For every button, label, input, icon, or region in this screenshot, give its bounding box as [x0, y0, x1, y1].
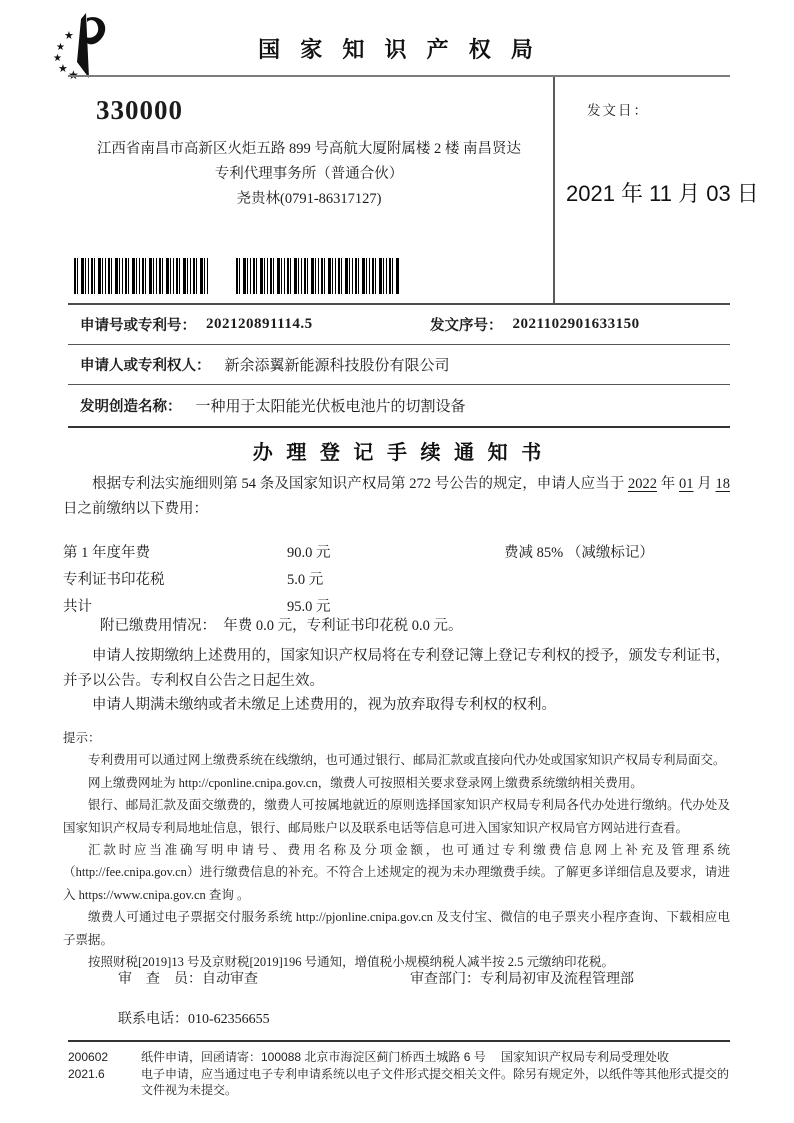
invention-title-label: 发明创造名称：	[80, 399, 182, 415]
fee-row-annual	[63, 541, 730, 568]
fee-row-stamp-tax	[63, 568, 730, 595]
fee-amount: 5.0 元	[287, 572, 324, 588]
dispatch-date: 2021 年 11 月 03 日	[566, 181, 759, 206]
recipient-contact: 尧贵林(0791-86317127)	[236, 191, 382, 207]
application-number: 202120891114.5	[206, 316, 313, 332]
tip-item: 缴费人可通过电子票据交付服务系统 http://pjonline.cnipa.gov.cn 及支付宝、微信的电子票夹小程序查询、下载相应电子票据。	[63, 910, 730, 947]
intro-sep: 年	[657, 476, 680, 492]
fee-amount: 95.0 元	[287, 599, 331, 615]
application-number-label: 申请号或专利号：	[80, 318, 196, 334]
department-label: 审查部门：	[410, 972, 480, 987]
org-title: 国 家 知 识 产 权 局	[258, 37, 540, 62]
review-section	[118, 968, 730, 1028]
paid-fees-note: 附已缴费用情况： 年费 0.0 元，专利证书印花税 0.0 元。	[100, 618, 463, 634]
footer-codes	[68, 1049, 141, 1099]
postal-code: 330000	[96, 95, 183, 125]
footer-paper-note: 纸件申请，回函请寄：100088 北京市海淀区蓟门桥西土城路 6 号 国家知识产权局专利局受理处收	[141, 1050, 670, 1064]
tip-item: 银行、邮局汇款及面交缴费的，缴费人可按属地就近的原则选择国家知识产权局专利局各代办处进行缴纳。代办处及国家知识产权局专利局地址信息，银行、邮局账户以及联系电话等信息可进入国家知识产权局官方网站进行查看。	[63, 798, 730, 835]
invention-row	[68, 385, 730, 428]
examiner-label: 审 查 员：	[118, 972, 202, 987]
barcode-right	[236, 258, 399, 294]
intro-sep: 日之前缴纳以下费用：	[63, 501, 208, 517]
tip-item: 按照财税[2019]13 号及京财税[2019]196 号通知，增值税小规模纳税人减半按 2.5 元缴纳印花税。	[88, 955, 615, 970]
fee-reduction-note: 费减 85% （减缴标记）	[504, 545, 654, 561]
address-dispatch-box	[68, 75, 759, 305]
grant-paragraph: 申请人按期缴纳上述费用的，国家知识产权局将在专利登记簿上登记专利权的授予，颁发专利证书，并予以公告。专利权自公告之日起生效。	[63, 648, 730, 689]
recipient-block	[68, 77, 553, 303]
fee-name: 共计	[63, 599, 92, 615]
footer-electronic-note: 电子申请，应当通过电子专利申请系统以电子文件形式提交相关文件。除另有规定外，以纸件等其他形式提交的文件视为未提交。	[141, 1066, 730, 1097]
address-line-1: 江西省南昌市高新区火炬五路 899 号高航大厦附属楼 2 楼 南昌贤达	[96, 141, 522, 157]
page-footer	[68, 1040, 730, 1099]
fee-amount: 90.0 元	[287, 545, 331, 561]
notice-title: 办 理 登 记 手 续 通 知 书	[252, 442, 546, 464]
body-paragraphs	[63, 644, 730, 718]
svg-text:★: ★	[56, 42, 65, 53]
recipient-address	[76, 137, 542, 212]
svg-text:★: ★	[68, 68, 79, 80]
dispatch-block	[553, 77, 759, 303]
tip-item: 汇款时应当准确写明申请号、费用名称及分项金额，也可通过专利缴费信息网上补充及管理系统（http://fee.cnipa.gov.cn）进行缴费信息的补充。不符合上述规定的视为未办理缴费手续。了解更多详细信息及要求，请进入 https://www.cnipa.gov.cn 查询 。	[63, 843, 730, 902]
forfeit-paragraph: 申请人期满未缴纳或者未缴足上述费用的，视为放弃取得专利权的权利。	[92, 697, 556, 713]
fee-name: 第 1 年度年费	[63, 545, 150, 561]
invention-title: 一种用于太阳能光伏板电池片的切割设备	[195, 399, 466, 415]
footer-notes	[141, 1049, 730, 1099]
address-line-2: 专利代理事务所（普通合伙）	[214, 166, 404, 182]
footer-code-1: 200602	[68, 1050, 109, 1064]
serial-number: 2021102901633150	[512, 316, 640, 332]
svg-text:★: ★	[58, 63, 68, 75]
phone-value: 010-62356655	[188, 1012, 270, 1027]
intro-text: 根据专利法实施细则第 54 条及国家知识产权局第 272 号公告的规定，申请人应当于	[92, 476, 629, 492]
svg-text:★: ★	[53, 53, 62, 64]
barcode-left	[74, 258, 210, 294]
department-value: 专利局初审及流程管理部	[480, 972, 634, 987]
tips-label: 提示：	[63, 731, 101, 745]
application-number-row	[68, 305, 730, 345]
due-day: 18	[715, 476, 731, 492]
tip-item: 专利费用可以通过网上缴费系统在线缴纳，也可通过银行、邮局汇款或直接向代办处或国家知识产权局专利局面交。	[88, 753, 726, 768]
fee-table	[63, 541, 730, 622]
applicant-name: 新余添翼新能源科技股份有限公司	[224, 358, 450, 374]
applicant-row	[68, 345, 730, 385]
due-year: 2022	[628, 476, 658, 492]
tips-section	[63, 727, 730, 973]
examiner-value: 自动审查	[202, 972, 258, 987]
intro-paragraph	[63, 472, 730, 522]
fee-name: 专利证书印花税	[63, 572, 165, 588]
phone-label: 联系电话：	[118, 1012, 188, 1027]
tip-item: 网上缴费网址为 http://cponline.cnipa.gov.cn，缴费人可按照相关要求登录网上缴费系统缴纳相关费用。	[88, 775, 643, 790]
dispatch-date-label: 发文日：	[587, 103, 649, 118]
intro-sep: 月	[693, 476, 716, 492]
footer-code-2: 2021.6	[68, 1066, 105, 1081]
due-month: 01	[679, 476, 694, 492]
applicant-label: 申请人或专利权人：	[80, 358, 211, 374]
svg-text:★: ★	[64, 30, 74, 42]
serial-number-label: 发文序号：	[430, 318, 503, 334]
